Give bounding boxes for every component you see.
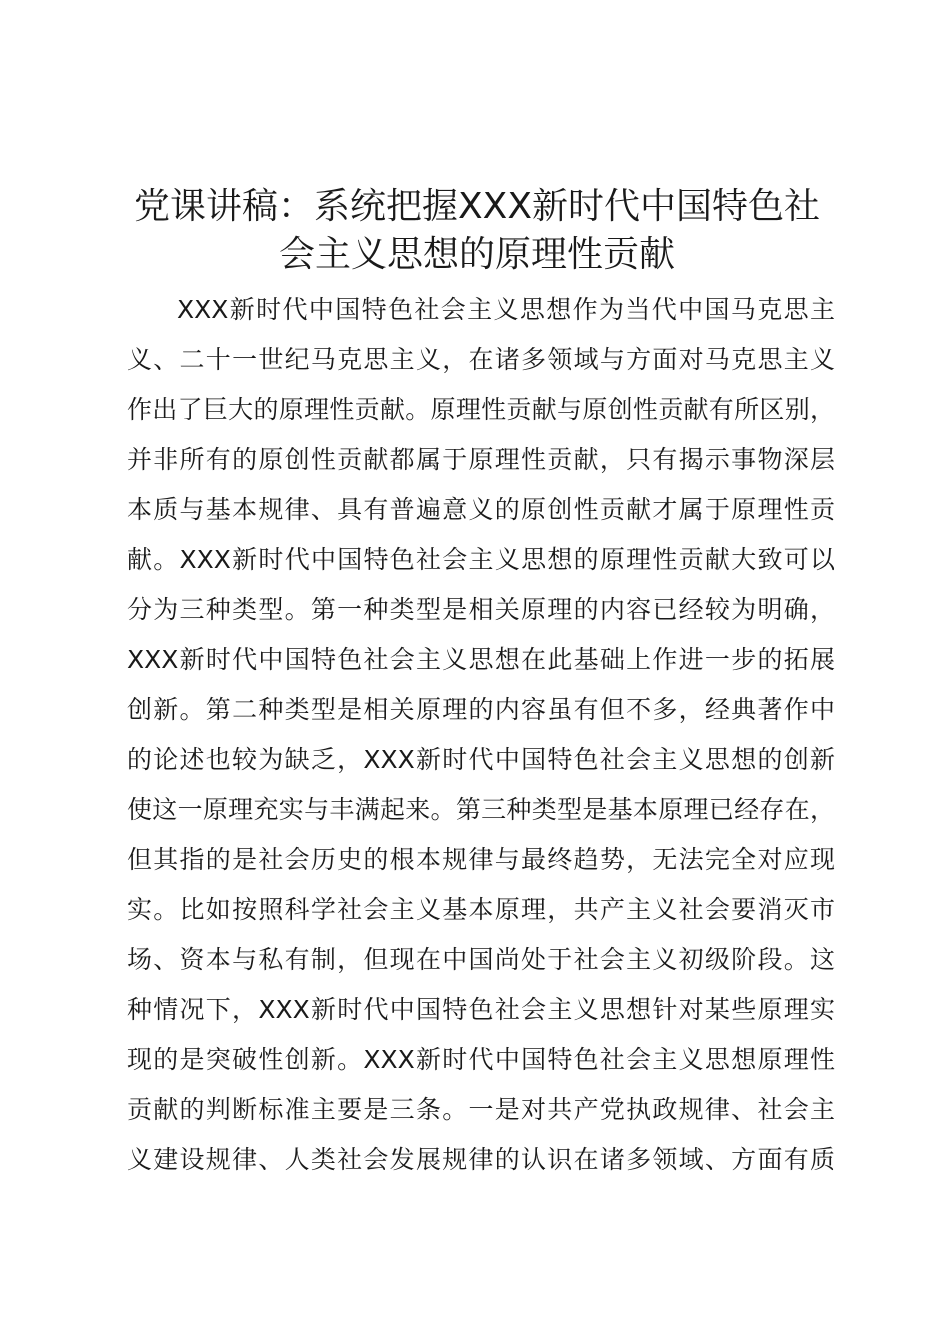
body-line: 贡献的判断标准主要是三条。一是对共产党执政规律、社会主 — [127, 1095, 835, 1124]
body-line: 献。XXX新时代中国特色社会主义思想的原理性贡献大致可以 — [127, 545, 835, 574]
document-title — [120, 183, 834, 279]
body-line: 但其指的是社会历史的根本规律与最终趋势，无法完全对应现 — [127, 845, 835, 874]
body-line: XXX新时代中国特色社会主义思想在此基础上作进一步的拓展 — [127, 645, 835, 674]
body-line: 作出了巨大的原理性贡献。原理性贡献与原创性贡献有所区别， — [127, 395, 835, 424]
body-line: 场、资本与私有制，但现在中国尚处于社会主义初级阶段。这 — [127, 945, 835, 974]
body-line: 义建设规律、人类社会发展规律的认识在诸多领域、方面有质 — [127, 1145, 835, 1174]
body-line: 义、二十一世纪马克思主义，在诸多领域与方面对马克思主义 — [127, 345, 835, 374]
body-line: 现的是突破性创新。XXX新时代中国特色社会主义思想原理性 — [127, 1045, 835, 1074]
body-line: 的论述也较为缺乏，XXX新时代中国特色社会主义思想的创新 — [127, 745, 835, 774]
body-line: 创新。第二种类型是相关原理的内容虽有但不多，经典著作中 — [127, 695, 835, 724]
title-line: 会主义思想的原理性贡献 — [278, 234, 675, 275]
body-line: XXX新时代中国特色社会主义思想作为当代中国马克思主 — [177, 295, 835, 324]
body-line: 并非所有的原创性贡献都属于原理性贡献，只有揭示事物深层 — [127, 445, 835, 474]
body-line: 种情况下，XXX新时代中国特色社会主义思想针对某些原理实 — [127, 995, 835, 1024]
body-line: 使这一原理充实与丰满起来。第三种类型是基本原理已经存在， — [127, 795, 835, 824]
body-line: 实。比如按照科学社会主义基本原理，共产主义社会要消灭市 — [127, 895, 835, 924]
title-line: 党课讲稿：系统把握XXX新时代中国特色社 — [134, 186, 820, 227]
body-line: 分为三种类型。第一种类型是相关原理的内容已经较为明确， — [127, 595, 835, 624]
body-line: 本质与基本规律、具有普遍意义的原创性贡献才属于原理性贡 — [127, 495, 835, 524]
document-body — [127, 285, 835, 1185]
